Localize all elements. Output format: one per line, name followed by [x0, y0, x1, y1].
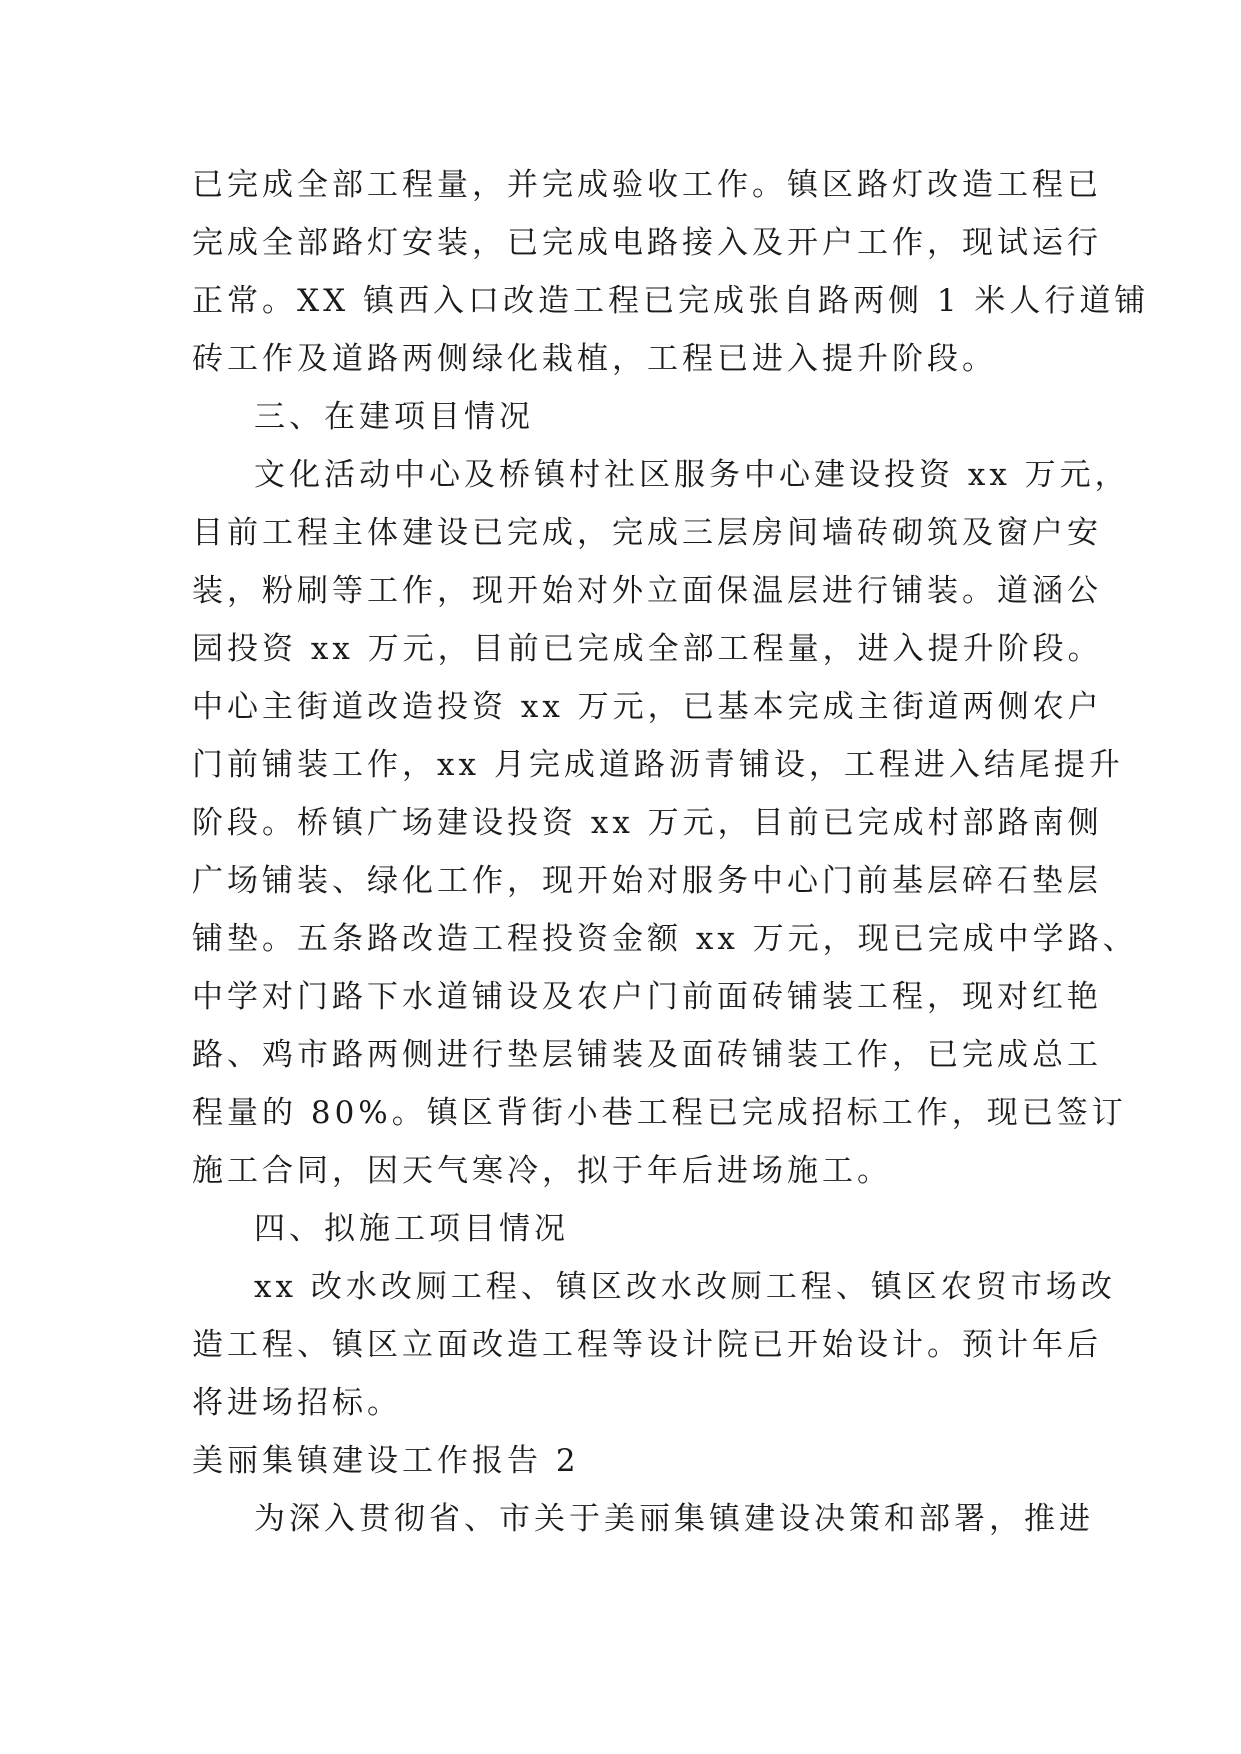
paragraph-line: 为深入贯彻省、市关于美丽集镇建设决策和部署，推进	[254, 1501, 1094, 1537]
paragraph-line: 将进场招标。	[192, 1385, 402, 1421]
paragraph-line: 园投资 xx 万元，目前已完成全部工程量，进入提升阶段。	[192, 631, 1103, 667]
report-title: 美丽集镇建设工作报告 2	[192, 1443, 580, 1479]
paragraph-line: 阶段。桥镇广场建设投资 xx 万元，目前已完成村部路南侧	[192, 805, 1103, 841]
paragraph-line: 砖工作及道路两侧绿化栽植，工程已进入提升阶段。	[192, 341, 997, 377]
paragraph-line: 路、鸡市路两侧进行垫层铺装及面砖铺装工作，已完成总工	[192, 1037, 1102, 1073]
paragraph-line: 门前铺装工作，xx 月完成道路沥青铺设，工程进入结尾提升	[192, 747, 1124, 783]
paragraph-line: 中学对门路下水道铺设及农户门前面砖铺装工程，现对红艳	[192, 979, 1102, 1015]
section-heading: 三、在建项目情况	[254, 399, 534, 435]
paragraph-line: 正常。XX 镇西入口改造工程已完成张自路两侧 1 米人行道铺	[192, 283, 1150, 319]
paragraph-line: 广场铺装、绿化工作，现开始对服务中心门前基层碎石垫层	[192, 863, 1102, 899]
paragraph-line: 文化活动中心及桥镇村社区服务中心建设投资 xx 万元，	[254, 457, 1130, 493]
paragraph-line: 中心主街道改造投资 xx 万元，已基本完成主街道两侧农户	[192, 689, 1103, 725]
paragraph-line: 装，粉刷等工作，现开始对外立面保温层进行铺装。道涵公	[192, 573, 1102, 609]
paragraph-line: 目前工程主体建设已完成，完成三层房间墙砖砌筑及窗户安	[192, 515, 1102, 551]
paragraph-line: 完成全部路灯安装，已完成电路接入及开户工作，现试运行	[192, 225, 1102, 261]
paragraph-line: xx 改水改厕工程、镇区改水改厕工程、镇区农贸市场改	[254, 1269, 1116, 1305]
paragraph-line: 施工合同，因天气寒冷，拟于年后进场施工。	[192, 1153, 892, 1189]
paragraph-line: 程量的 80%。镇区背街小巷工程已完成招标工作，现已签订	[192, 1095, 1127, 1131]
document-body	[192, 156, 1150, 1548]
paragraph-line: 已完成全部工程量，并完成验收工作。镇区路灯改造工程已	[192, 167, 1102, 203]
paragraph-line: 造工程、镇区立面改造工程等设计院已开始设计。预计年后	[192, 1327, 1102, 1363]
section-heading: 四、拟施工项目情况	[254, 1211, 569, 1247]
paragraph-line: 铺垫。五条路改造工程投资金额 xx 万元，现已完成中学路、	[192, 921, 1138, 957]
